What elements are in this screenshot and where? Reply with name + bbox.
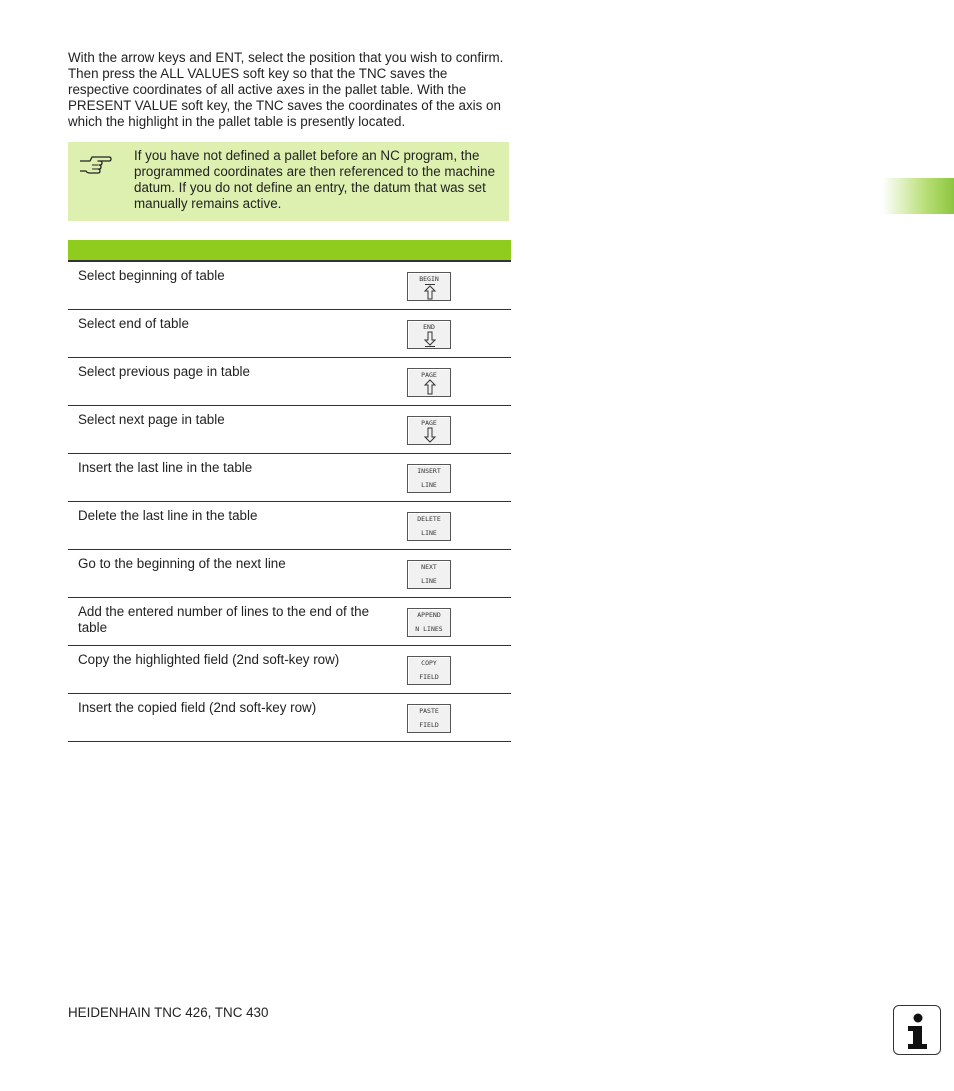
softkey-begin[interactable] [407, 272, 451, 301]
table-row [68, 454, 511, 502]
row-description: Add the entered number of lines to the end of the table [78, 604, 370, 635]
softkey-table [68, 240, 511, 742]
note-box [68, 142, 509, 221]
softkey-label-line1: COPY [421, 659, 437, 667]
footer-text: HEIDENHAIN TNC 426, TNC 430 [68, 1005, 269, 1020]
softkey-label-line2: LINE [421, 529, 437, 537]
softkey-end[interactable] [407, 320, 451, 349]
chapter-tab-marker [882, 178, 954, 214]
softkey-label-line2: LINE [421, 577, 437, 585]
pointing-hand-icon [78, 153, 112, 175]
row-description: Select end of table [78, 316, 189, 331]
table-rows [68, 262, 511, 742]
softkey-delete-line[interactable] [407, 512, 451, 541]
softkey-label-line1: NEXT [421, 563, 437, 571]
softkey-label-line1: END [423, 323, 435, 331]
table-header [68, 240, 511, 262]
row-description: Copy the highlighted field (2nd soft-key row) [78, 652, 340, 667]
table-row [68, 598, 511, 646]
table-row [68, 694, 511, 742]
softkey-label-line2: FIELD [419, 673, 439, 681]
softkey-page[interactable] [407, 368, 451, 397]
table-row [68, 502, 511, 550]
row-description: Go to the beginning of the next line [78, 556, 286, 571]
softkey-label-line2: LINE [421, 481, 437, 489]
softkey-label-line1: PAGE [421, 371, 437, 379]
softkey-label-line2: N LINES [415, 625, 443, 633]
intro-paragraph: With the arrow keys and ENT, select the position that you wish to confirm. Then press the ALL VALUES soft key so that the TNC saves the respective coordinates of all active axes in the pallet table. With the PRESENT VALUE soft key, the TNC saves the coordinates of the axis on which the highlight in the pallet table is presently located. [68, 50, 504, 129]
softkey-page[interactable] [407, 416, 451, 445]
softkey-label-line1: PASTE [419, 707, 439, 715]
softkey-label-line1: PAGE [421, 419, 437, 427]
softkey-label-line1: INSERT [417, 467, 441, 475]
table-row [68, 310, 511, 358]
row-description: Insert the copied field (2nd soft-key row) [78, 700, 317, 715]
softkey-copy-field[interactable] [407, 656, 451, 685]
row-description: Select previous page in table [78, 364, 250, 379]
softkey-next-line[interactable] [407, 560, 451, 589]
softkey-append-n-lines[interactable] [407, 608, 451, 637]
table-row [68, 406, 511, 454]
row-description: Select next page in table [78, 412, 225, 427]
table-row [68, 550, 511, 598]
table-row [68, 358, 511, 406]
softkey-label-line1: APPEND [417, 611, 441, 619]
table-row [68, 262, 511, 310]
softkey-label-line2: FIELD [419, 721, 439, 729]
note-text: If you have not defined a pallet before an NC program, the programmed coordinates are then referenced to the machine datum. If you do not define an entry, the datum that was set manually remains active. [134, 148, 496, 211]
softkey-label-line1: DELETE [417, 515, 441, 523]
row-description: Delete the last line in the table [78, 508, 258, 523]
info-icon [893, 1005, 941, 1055]
row-description: Insert the last line in the table [78, 460, 253, 475]
softkey-paste-field[interactable] [407, 704, 451, 733]
softkey-insert-line[interactable] [407, 464, 451, 493]
table-row [68, 646, 511, 694]
softkey-label-line1: BEGIN [419, 275, 439, 283]
row-description: Select beginning of table [78, 268, 225, 283]
